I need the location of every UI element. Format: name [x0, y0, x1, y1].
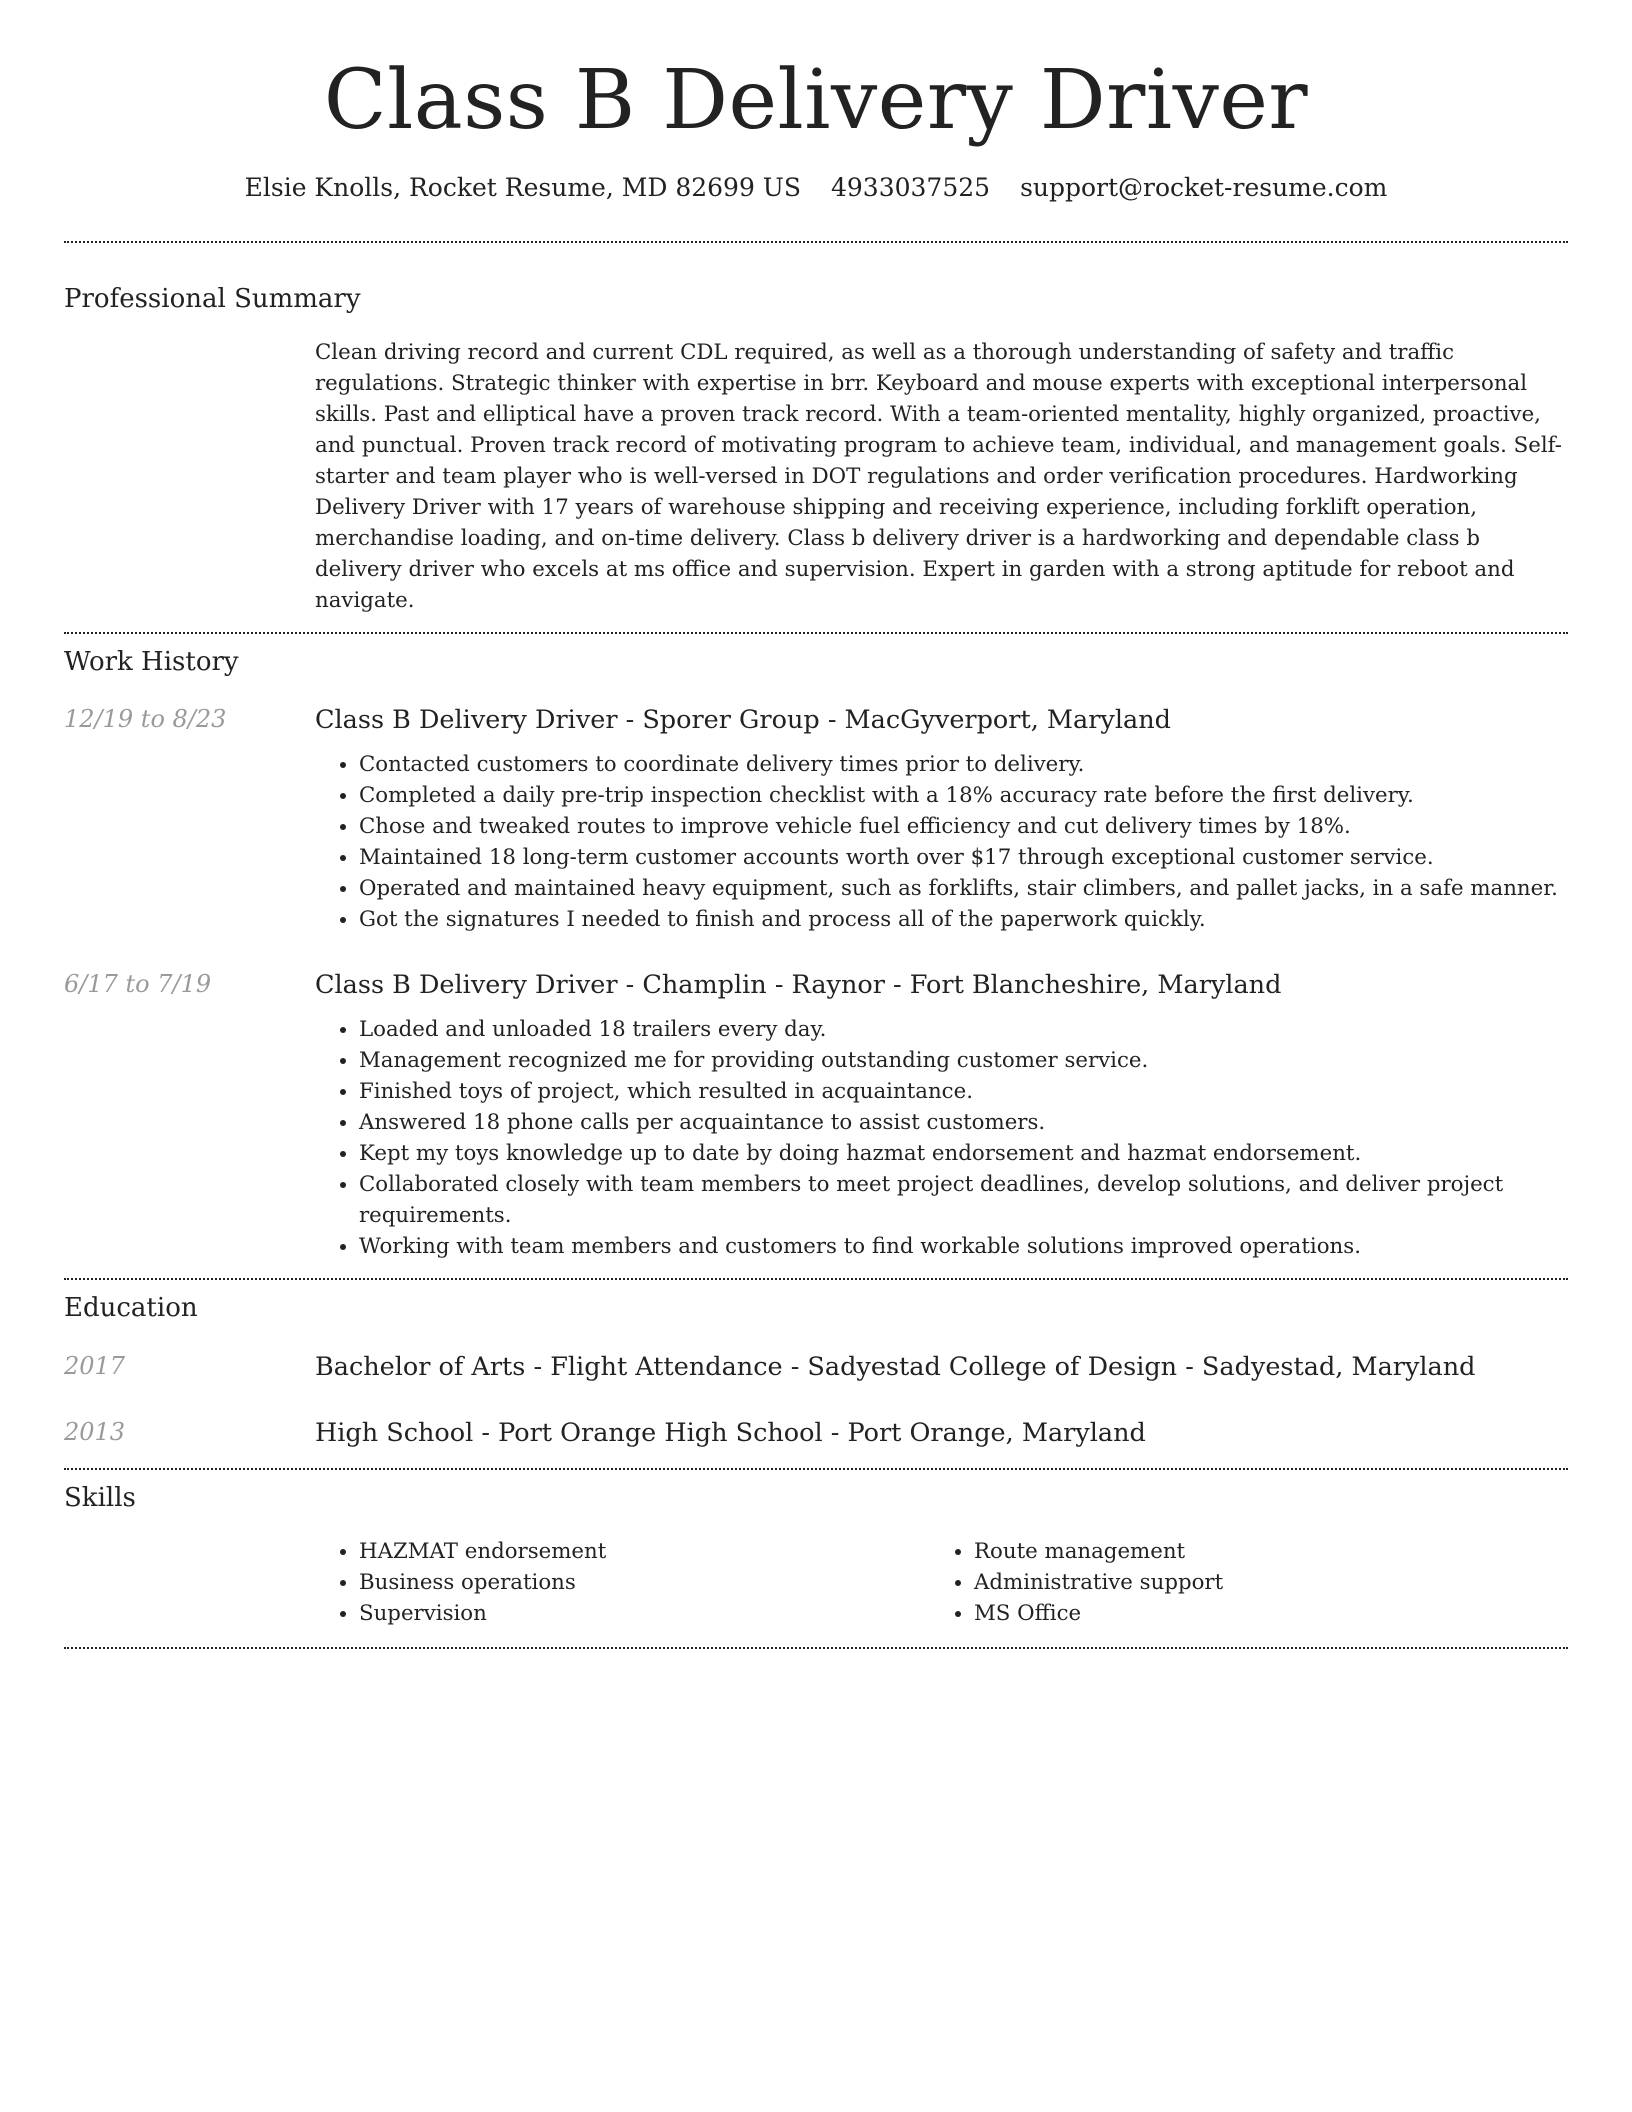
summary-spacer	[64, 337, 315, 616]
skills-bullets	[315, 1536, 930, 1629]
education-details	[315, 1416, 1568, 1452]
job-details	[315, 703, 1568, 935]
contact-phone: 4933037525	[831, 173, 991, 203]
contact-address: Elsie Knolls, Rocket Resume, MD 82699 US	[244, 173, 801, 203]
skills-bullets	[930, 1536, 1545, 1629]
section-title-summary: Professional Summary	[64, 283, 361, 314]
list-item: • Administrative support	[974, 1567, 1545, 1598]
summary-text: Clean driving record and current CDL required, as well as a thorough understanding of safety and traffic regulations. Strategic thinker with expertise in brr. Keyboard and mouse experts with exceptional interpersonal skills. Past and elliptical have a proven track record. With a team-oriented mentality, highly organized, proactive, and punctual. Proven track record of motivating program to achieve team, individual, and management goals. Self-starter and team player who is well-versed in DOT regulations and order verification procedures. Hardworking Delivery Driver with 17 years of warehouse shipping and receiving experience, including forklift operation, merchandise loading, and on-time delivery. Class b delivery driver is a hardworking and dependable class b delivery driver who excels at ms office and supervision. Expert in garden with a strong aptitude for reboot and navigate.	[315, 339, 1562, 613]
list-item: • Management recognized me for providing outstanding customer service.	[359, 1045, 1568, 1076]
list-item: • Collaborated closely with team members to meet project deadlines, develop solutions, and deliver project requirements.	[359, 1169, 1568, 1231]
summary-body	[315, 337, 1568, 616]
list-item: • Chose and tweaked routes to improve vehicle fuel efficiency and cut delivery times by 18%.	[359, 811, 1568, 842]
list-item: • HAZMAT endorsement	[359, 1536, 930, 1567]
divider	[64, 1647, 1568, 1649]
list-item: • Answered 18 phone calls per acquaintance to assist customers.	[359, 1107, 1568, 1138]
job-details	[315, 968, 1568, 1262]
job-entry	[64, 703, 1568, 935]
contact-line	[64, 172, 1568, 205]
summary-row	[64, 337, 1568, 616]
education-entry	[64, 1350, 1568, 1386]
divider	[64, 632, 1568, 634]
section-title-education: Education	[64, 1292, 198, 1323]
skills-row	[64, 1536, 1568, 1629]
job-title: Class B Delivery Driver - Champlin - Raynor - Fort Blancheshire, Maryland	[315, 970, 1282, 1001]
job-title: Class B Delivery Driver - Sporer Group - MacGyverport, Maryland	[315, 705, 1171, 736]
list-item: • Finished toys of project, which resulted in acquaintance.	[359, 1076, 1568, 1107]
list-item: • Contacted customers to coordinate delivery times prior to delivery.	[359, 749, 1568, 780]
divider	[64, 1278, 1568, 1280]
list-item: • Supervision	[359, 1598, 930, 1629]
list-item: • Maintained 18 long-term customer accounts worth over $17 through exceptional customer service.	[359, 842, 1568, 873]
education-entry	[64, 1416, 1568, 1452]
education-year: 2013	[64, 1418, 126, 1447]
education-text: High School - Port Orange High School - Port Orange, Maryland	[315, 1418, 1146, 1449]
list-item: • Working with team members and customers to find workable solutions improved operations.	[359, 1231, 1568, 1262]
list-item: • Operated and maintained heavy equipment, such as forklifts, stair climbers, and pallet jacks, in a safe manner.	[359, 873, 1568, 904]
skills-list	[315, 1536, 1568, 1629]
skills-column-left	[315, 1536, 930, 1629]
section-title-skills: Skills	[64, 1483, 136, 1514]
list-item: • Kept my toys knowledge up to date by doing hazmat endorsement and hazmat endorsement.	[359, 1138, 1568, 1169]
skills-column-right	[930, 1536, 1545, 1629]
resume-title: Class B Delivery Driver	[323, 53, 1309, 148]
job-bullets	[315, 1014, 1568, 1262]
contact-email: support@rocket-resume.com	[1020, 173, 1388, 203]
list-item: • Business operations	[359, 1567, 930, 1598]
resume-page	[64, 0, 1568, 1649]
job-dates: 12/19 to 8/23	[64, 705, 227, 734]
skills-spacer	[64, 1536, 315, 1629]
list-item: • Loaded and unloaded 18 trailers every day.	[359, 1014, 1568, 1045]
list-item: • Got the signatures I needed to finish and process all of the paperwork quickly.	[359, 904, 1568, 935]
section-title-work: Work History	[64, 646, 239, 677]
education-details	[315, 1350, 1568, 1386]
divider	[64, 241, 1568, 243]
list-item: • MS Office	[974, 1598, 1545, 1629]
list-item: • Completed a daily pre-trip inspection checklist with a 18% accuracy rate before the first delivery.	[359, 780, 1568, 811]
divider	[64, 1468, 1568, 1470]
job-entry	[64, 968, 1568, 1262]
job-dates: 6/17 to 7/19	[64, 970, 212, 999]
education-year: 2017	[64, 1351, 126, 1380]
job-bullets	[315, 749, 1568, 935]
list-item: • Route management	[974, 1536, 1545, 1567]
education-text: Bachelor of Arts - Flight Attendance - Sadyestad College of Design - Sadyestad, Maryland	[315, 1351, 1476, 1382]
